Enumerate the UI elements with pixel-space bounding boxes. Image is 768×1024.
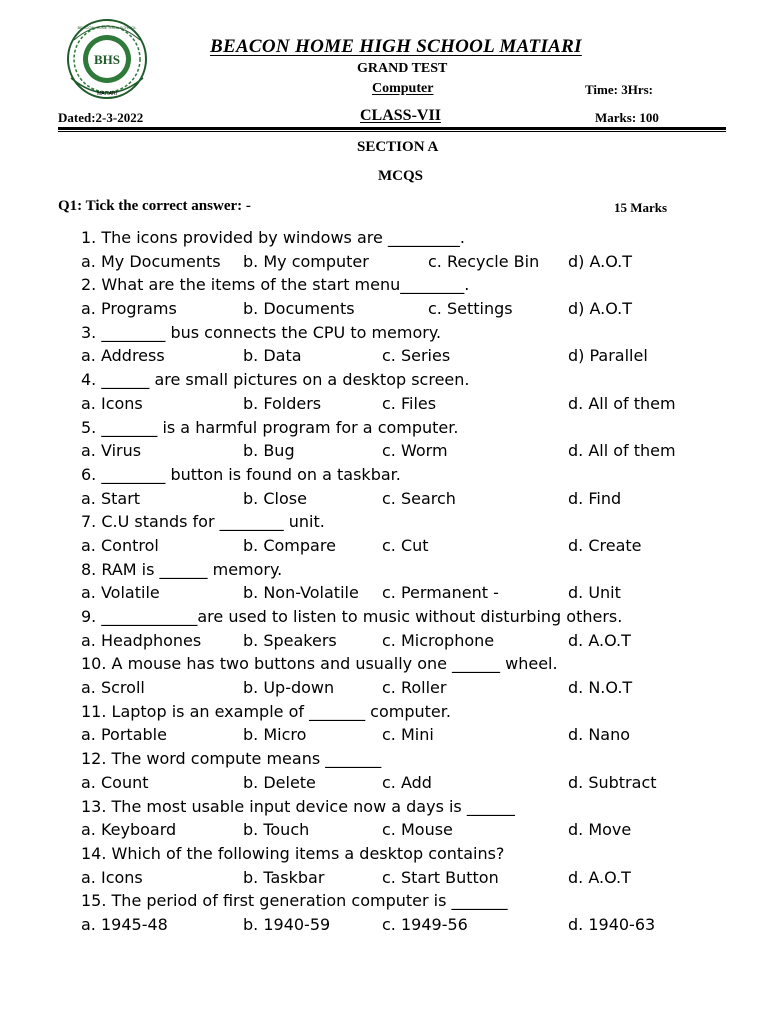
question-marks: 15 Marks	[614, 200, 668, 215]
option-a[interactable]: a. Icons	[81, 867, 143, 887]
option-c[interactable]: c. Add	[382, 772, 432, 792]
question-text: 14. Which of the following items a desktop contains?	[81, 843, 505, 863]
option-b[interactable]: b. Non-Volatile	[243, 583, 359, 603]
option-d[interactable]: d) A.O.T	[568, 299, 633, 319]
answer-options	[81, 344, 741, 368]
question-text: 10. A mouse has two buttons and usually one ______ wheel.	[81, 654, 558, 674]
exam-time: Time: 3Hrs:	[585, 82, 653, 97]
option-d[interactable]: d. A.O.T	[568, 867, 631, 887]
question-text: 8. RAM is ______ memory.	[81, 559, 283, 579]
option-b[interactable]: b. Compare	[243, 535, 336, 555]
question-text: 3. ________ bus connects the CPU to memory.	[81, 322, 442, 342]
option-c[interactable]: c. Cut	[382, 535, 429, 555]
option-a[interactable]: a. Programs	[81, 299, 177, 319]
exam-title: GRAND TEST	[357, 61, 448, 76]
answer-options	[81, 297, 741, 321]
option-a[interactable]: a. Scroll	[81, 678, 145, 698]
answer-options	[81, 913, 741, 937]
answer-options	[81, 818, 741, 842]
option-b[interactable]: b. Up-down	[243, 678, 335, 698]
answer-options	[81, 392, 741, 416]
school-logo	[66, 18, 148, 100]
option-d[interactable]: d. Unit	[568, 583, 621, 603]
option-d[interactable]: d. Move	[568, 820, 632, 840]
logo-initials: BHS	[93, 52, 121, 67]
option-a[interactable]: a. Control	[81, 535, 159, 555]
answer-options	[81, 487, 741, 511]
question-text: 13. The most usable input device now a days is ______	[81, 796, 515, 816]
option-b[interactable]: b. Close	[243, 488, 307, 508]
option-c[interactable]: c. Mini	[382, 725, 434, 745]
question-text: 2. What are the items of the start menu________.	[81, 275, 470, 295]
total-marks: Marks: 100	[595, 110, 659, 125]
option-b[interactable]: b. Documents	[243, 299, 355, 319]
answer-options	[81, 866, 741, 890]
option-d[interactable]: d. All of them	[568, 393, 676, 413]
option-a[interactable]: a. Keyboard	[81, 820, 177, 840]
option-c[interactable]: c. Recycle Bin	[428, 251, 540, 271]
option-b[interactable]: b. Touch	[243, 820, 310, 840]
option-c[interactable]: c. Mouse	[382, 820, 453, 840]
school-name: BEACON HOME HIGH SCHOOL MATIARI	[210, 36, 582, 57]
option-a[interactable]: a. Portable	[81, 725, 167, 745]
question-text: 4. ______ are small pictures on a desktop screen.	[81, 370, 470, 390]
mcq-list	[81, 226, 741, 937]
option-c[interactable]: c. Settings	[428, 299, 513, 319]
option-a[interactable]: a. Virus	[81, 441, 142, 461]
option-a[interactable]: a. My Documents	[81, 251, 221, 271]
answer-options	[81, 723, 741, 747]
option-c[interactable]: c. Roller	[382, 678, 447, 698]
option-c[interactable]: c. Search	[382, 488, 456, 508]
option-d[interactable]: d. Create	[568, 535, 642, 555]
option-c[interactable]: c. Microphone	[382, 630, 495, 650]
section-subtitle: MCQS	[378, 168, 423, 184]
option-c[interactable]: c. Files	[382, 393, 437, 413]
option-b[interactable]: b. Bug	[243, 441, 295, 461]
logo-ring-text: BEACON HOME HIGH SCHOOL	[77, 25, 137, 30]
option-c[interactable]: c. Start Button	[382, 867, 499, 887]
option-a[interactable]: a. Address	[81, 346, 165, 366]
exam-date: Dated:2-3-2022	[58, 110, 144, 125]
option-a[interactable]: a. Volatile	[81, 583, 160, 603]
option-c[interactable]: c. Series	[382, 346, 451, 366]
answer-options	[81, 439, 741, 463]
option-d[interactable]: d. Nano	[568, 725, 631, 745]
option-d[interactable]: d. Subtract	[568, 772, 657, 792]
question-text: 6. ________ button is found on a taskbar.	[81, 464, 401, 484]
question-text: 12. The word compute means _______	[81, 749, 382, 769]
question-text: 15. The period of first generation computer is _______	[81, 891, 508, 911]
subject: Computer	[372, 81, 434, 96]
answer-options	[81, 534, 741, 558]
option-b[interactable]: b. Taskbar	[243, 867, 325, 887]
answer-options	[81, 250, 741, 274]
option-d[interactable]: d. All of them	[568, 441, 676, 461]
answer-options	[81, 676, 741, 700]
option-d[interactable]: d. A.O.T	[568, 630, 631, 650]
option-d[interactable]: d. Find	[568, 488, 622, 508]
answer-options	[81, 629, 741, 653]
option-c[interactable]: c. 1949-56	[382, 914, 468, 934]
option-b[interactable]: b. 1940-59	[243, 914, 331, 934]
question-text: 9. ____________are used to listen to music without disturbing others.	[81, 607, 623, 626]
option-d[interactable]: d) Parallel	[568, 346, 648, 366]
question-heading: Q1: Tick the correct answer: -	[58, 198, 251, 214]
option-b[interactable]: b. Folders	[243, 393, 322, 413]
option-b[interactable]: b. Delete	[243, 772, 316, 792]
option-c[interactable]: c. Permanent -	[382, 583, 499, 603]
header-divider-thin	[58, 131, 726, 132]
question-text: 7. C.U stands for ________ unit.	[81, 512, 325, 532]
option-c[interactable]: c. Worm	[382, 441, 448, 461]
option-b[interactable]: b. Micro	[243, 725, 307, 745]
option-a[interactable]: a. Headphones	[81, 630, 202, 650]
question-text: 1. The icons provided by windows are _________.	[81, 228, 465, 247]
question-text: 11. Laptop is an example of _______ computer.	[81, 701, 451, 721]
option-a[interactable]: a. Icons	[81, 393, 143, 413]
option-a[interactable]: a. 1945-48	[81, 914, 168, 934]
logo-bottom-text: MATIARI	[97, 91, 117, 97]
option-d[interactable]: d. N.O.T	[568, 678, 633, 698]
question-text: 5. _______ is a harmful program for a computer.	[81, 417, 459, 437]
answer-options	[81, 581, 741, 605]
option-d[interactable]: d) A.O.T	[568, 251, 633, 271]
option-d[interactable]: d. 1940-63	[568, 914, 656, 934]
option-b[interactable]: b. My computer	[243, 251, 369, 271]
option-b[interactable]: b. Speakers	[243, 630, 337, 650]
option-a[interactable]: a. Start	[81, 488, 141, 508]
class-label: CLASS-VII	[360, 107, 441, 124]
answer-options	[81, 771, 741, 795]
option-a[interactable]: a. Count	[81, 772, 149, 792]
header-divider-thick	[58, 127, 726, 130]
section-title: SECTION A	[357, 139, 439, 155]
option-b[interactable]: b. Data	[243, 346, 302, 366]
